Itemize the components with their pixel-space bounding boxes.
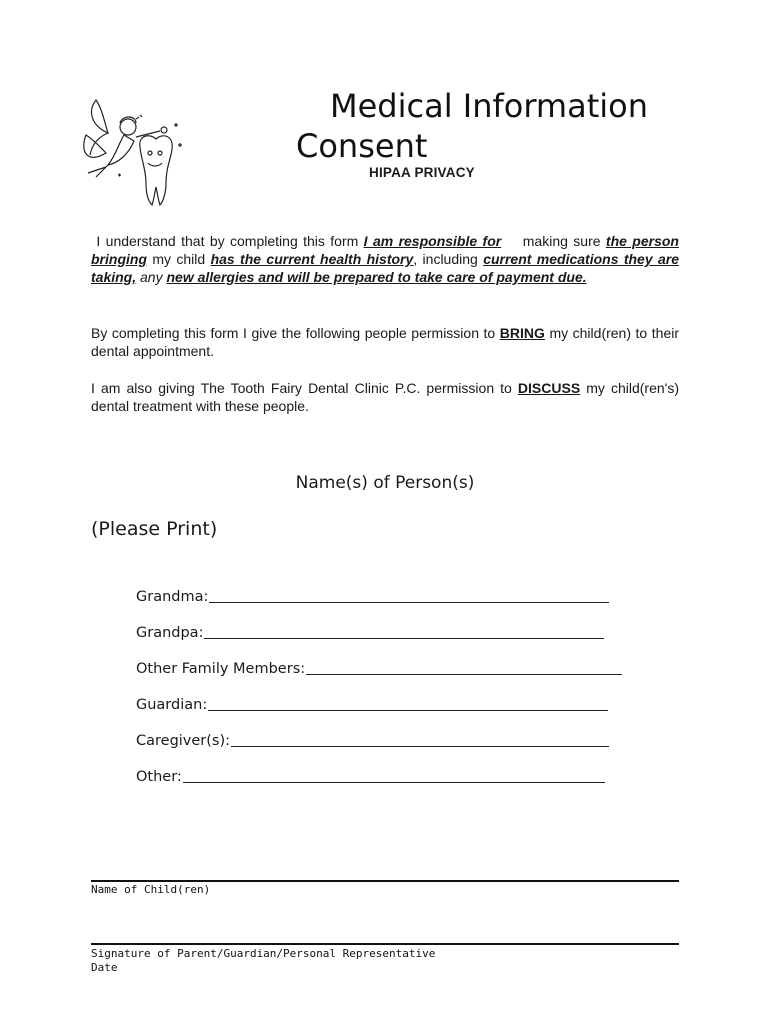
caregivers-input-line[interactable] [231, 732, 609, 747]
p1-text-2: making sure [517, 233, 606, 249]
p2-text-2: my child(ren) to their dental appointment. [91, 325, 680, 359]
title-line-1: Medical Information [330, 87, 648, 125]
child-name-label: Name of Child(ren) [91, 883, 211, 896]
grandma-label: Grandma: [136, 589, 209, 605]
guardian-label: Guardian: [136, 697, 208, 713]
bring-permission-paragraph [91, 324, 679, 360]
p3-emphasis-discuss: DISCUSS [517, 380, 581, 396]
p3-text-2: my child(ren's) dental treatment with these people. [91, 380, 679, 414]
date-label: Date [91, 961, 118, 974]
signature-line[interactable] [91, 943, 679, 945]
p1-text-4: , including [413, 251, 484, 267]
guardian-input-line[interactable] [208, 696, 608, 711]
subtitle: HIPAA PRIVACY [369, 165, 475, 180]
other-input-line[interactable] [183, 768, 605, 783]
tooth-fairy-logo [78, 95, 188, 210]
caregivers-label: Caregiver(s): [136, 733, 231, 749]
grandpa-label: Grandpa: [136, 625, 204, 641]
names-heading: Name(s) of Person(s) [295, 473, 475, 493]
other-family-members-field [136, 657, 622, 677]
p2-emphasis-bring: BRING [499, 325, 545, 341]
p1-emphasis-medications: current medications they are taking, [91, 251, 680, 285]
please-print-note: (Please Print) [91, 518, 218, 540]
p3-text-1: I am also giving The Tooth Fairy Dental Clinic P.C. permission to [91, 380, 518, 396]
other-field [136, 765, 605, 785]
signature-label: Signature of Parent/Guardian/Personal Representative [91, 947, 436, 960]
grandpa-field [136, 621, 604, 641]
p2-text-1: By completing this form I give the following people permission to [91, 325, 500, 341]
p1-emphasis-responsible: I am responsible for [363, 233, 502, 249]
tooth-fairy-icon [78, 95, 188, 210]
page-title [296, 86, 716, 166]
title-line-2: Consent [296, 127, 428, 165]
p1-emphasis-allergies: new allergies and will be prepared to take care of payment due. [166, 269, 587, 285]
guardian-field [136, 693, 608, 713]
p1-emphasis-person: the person bringing [91, 233, 679, 267]
p1-emphasis-history: has the current health history [210, 251, 414, 267]
p1-text-1: I understand that by completing this form [96, 233, 364, 249]
p1-text-3: my child [147, 251, 211, 267]
caregivers-field [136, 729, 609, 749]
other-label: Other: [136, 769, 182, 785]
other-family-members-label: Other Family Members: [136, 661, 306, 677]
responsibility-paragraph [91, 232, 679, 286]
grandma-input-line[interactable] [209, 588, 609, 603]
other-family-members-input-line[interactable] [306, 660, 622, 675]
grandma-field [136, 585, 609, 605]
child-name-line[interactable] [91, 880, 679, 882]
grandpa-input-line[interactable] [204, 624, 604, 639]
p1-text-5: any [136, 269, 167, 285]
discuss-permission-paragraph [91, 379, 679, 415]
